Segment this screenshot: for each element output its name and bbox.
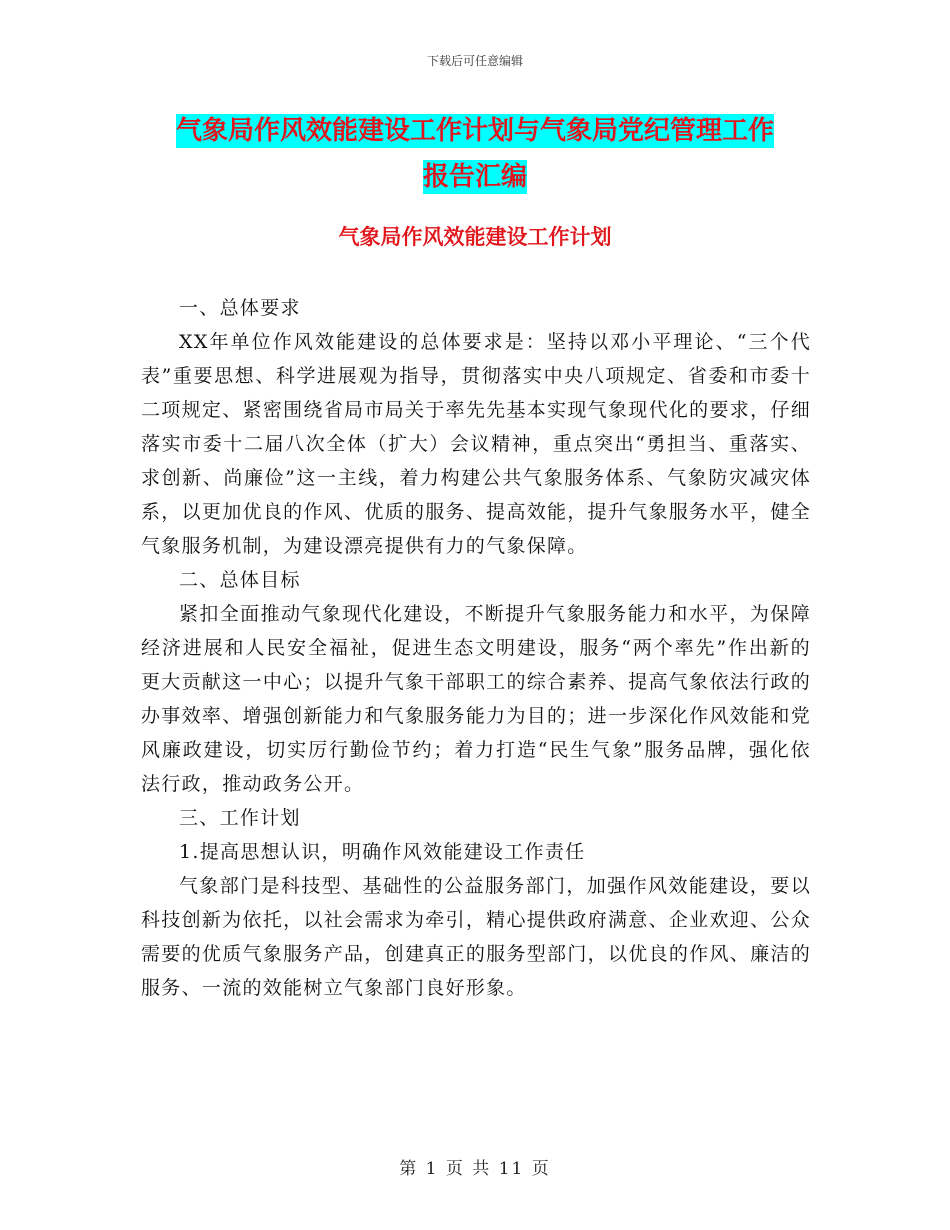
subheading-raise-awareness: 1.提高思想认识，明确作风效能建设工作责任 [179,841,586,863]
heading-work-plan: 三、工作计划 [179,807,301,829]
paragraph-raise-awareness: 气象部门是科技型、基础性的公益服务部门，加强作风效能建设，要以科技创新为依托，以社会需求为牵引，精心提供政府满意、企业欢迎、公众需要的优质气象服务产品，创建真正的服务型部门，以优良的作风、廉洁的服务、一流的效能树立气象部门良好形象。 [141,875,811,999]
section-title: 气象局作风效能建设工作计划 [338,225,612,249]
document-body [141,291,811,1005]
heading-overall-requirements: 一、总体要求 [179,297,301,319]
page-header-note: 下载后可任意编辑 [426,54,523,68]
page-number: 第 1 页 共 11 页 [399,1159,551,1179]
paragraph-overall-goals: 紧扣全面推动气象现代化建设，不断提升气象服务能力和水平，为保障经济进展和人民安全福祉，促进生态文明建设，服务“两个率先”作出新的更大贡献这一中心；以提升气象干部职工的综合素养、提高气象依法行政的办事效率、增强创新能力和气象服务能力为目的；进一步深化作风效能和党风廉政建设，切实厉行勤俭节约；着力打造“民生气象”服务品牌，强化依法行政，推动政务公开。 [141,603,811,795]
document-title [140,108,810,200]
paragraph-overall-requirements: XX年单位作风效能建设的总体要求是：坚持以邓小平理论、“三个代表”重要思想、科学进展观为指导，贯彻落实中央八项规定、省委和市委十二项规定、紧密围绕省局市局关于率先先基本实现气象现代化的要求，仔细落实市委十二届八次全体（扩大）会议精神，重点突出“勇担当、重落实、求创新、尚廉俭”这一主线，着力构建公共气象服务体系、气象防灾减灾体系，以更加优良的作风、优质的服务、提高效能，提升气象服务水平，健全气象服务机制，为建设漂亮提供有力的气象保障。 [141,331,811,557]
heading-overall-goals: 二、总体目标 [179,569,301,591]
document-title-line1: 气象局作风效能建设工作计划与气象局党纪管理工作 [175,116,774,146]
document-title-line2: 报告汇编 [422,162,527,192]
